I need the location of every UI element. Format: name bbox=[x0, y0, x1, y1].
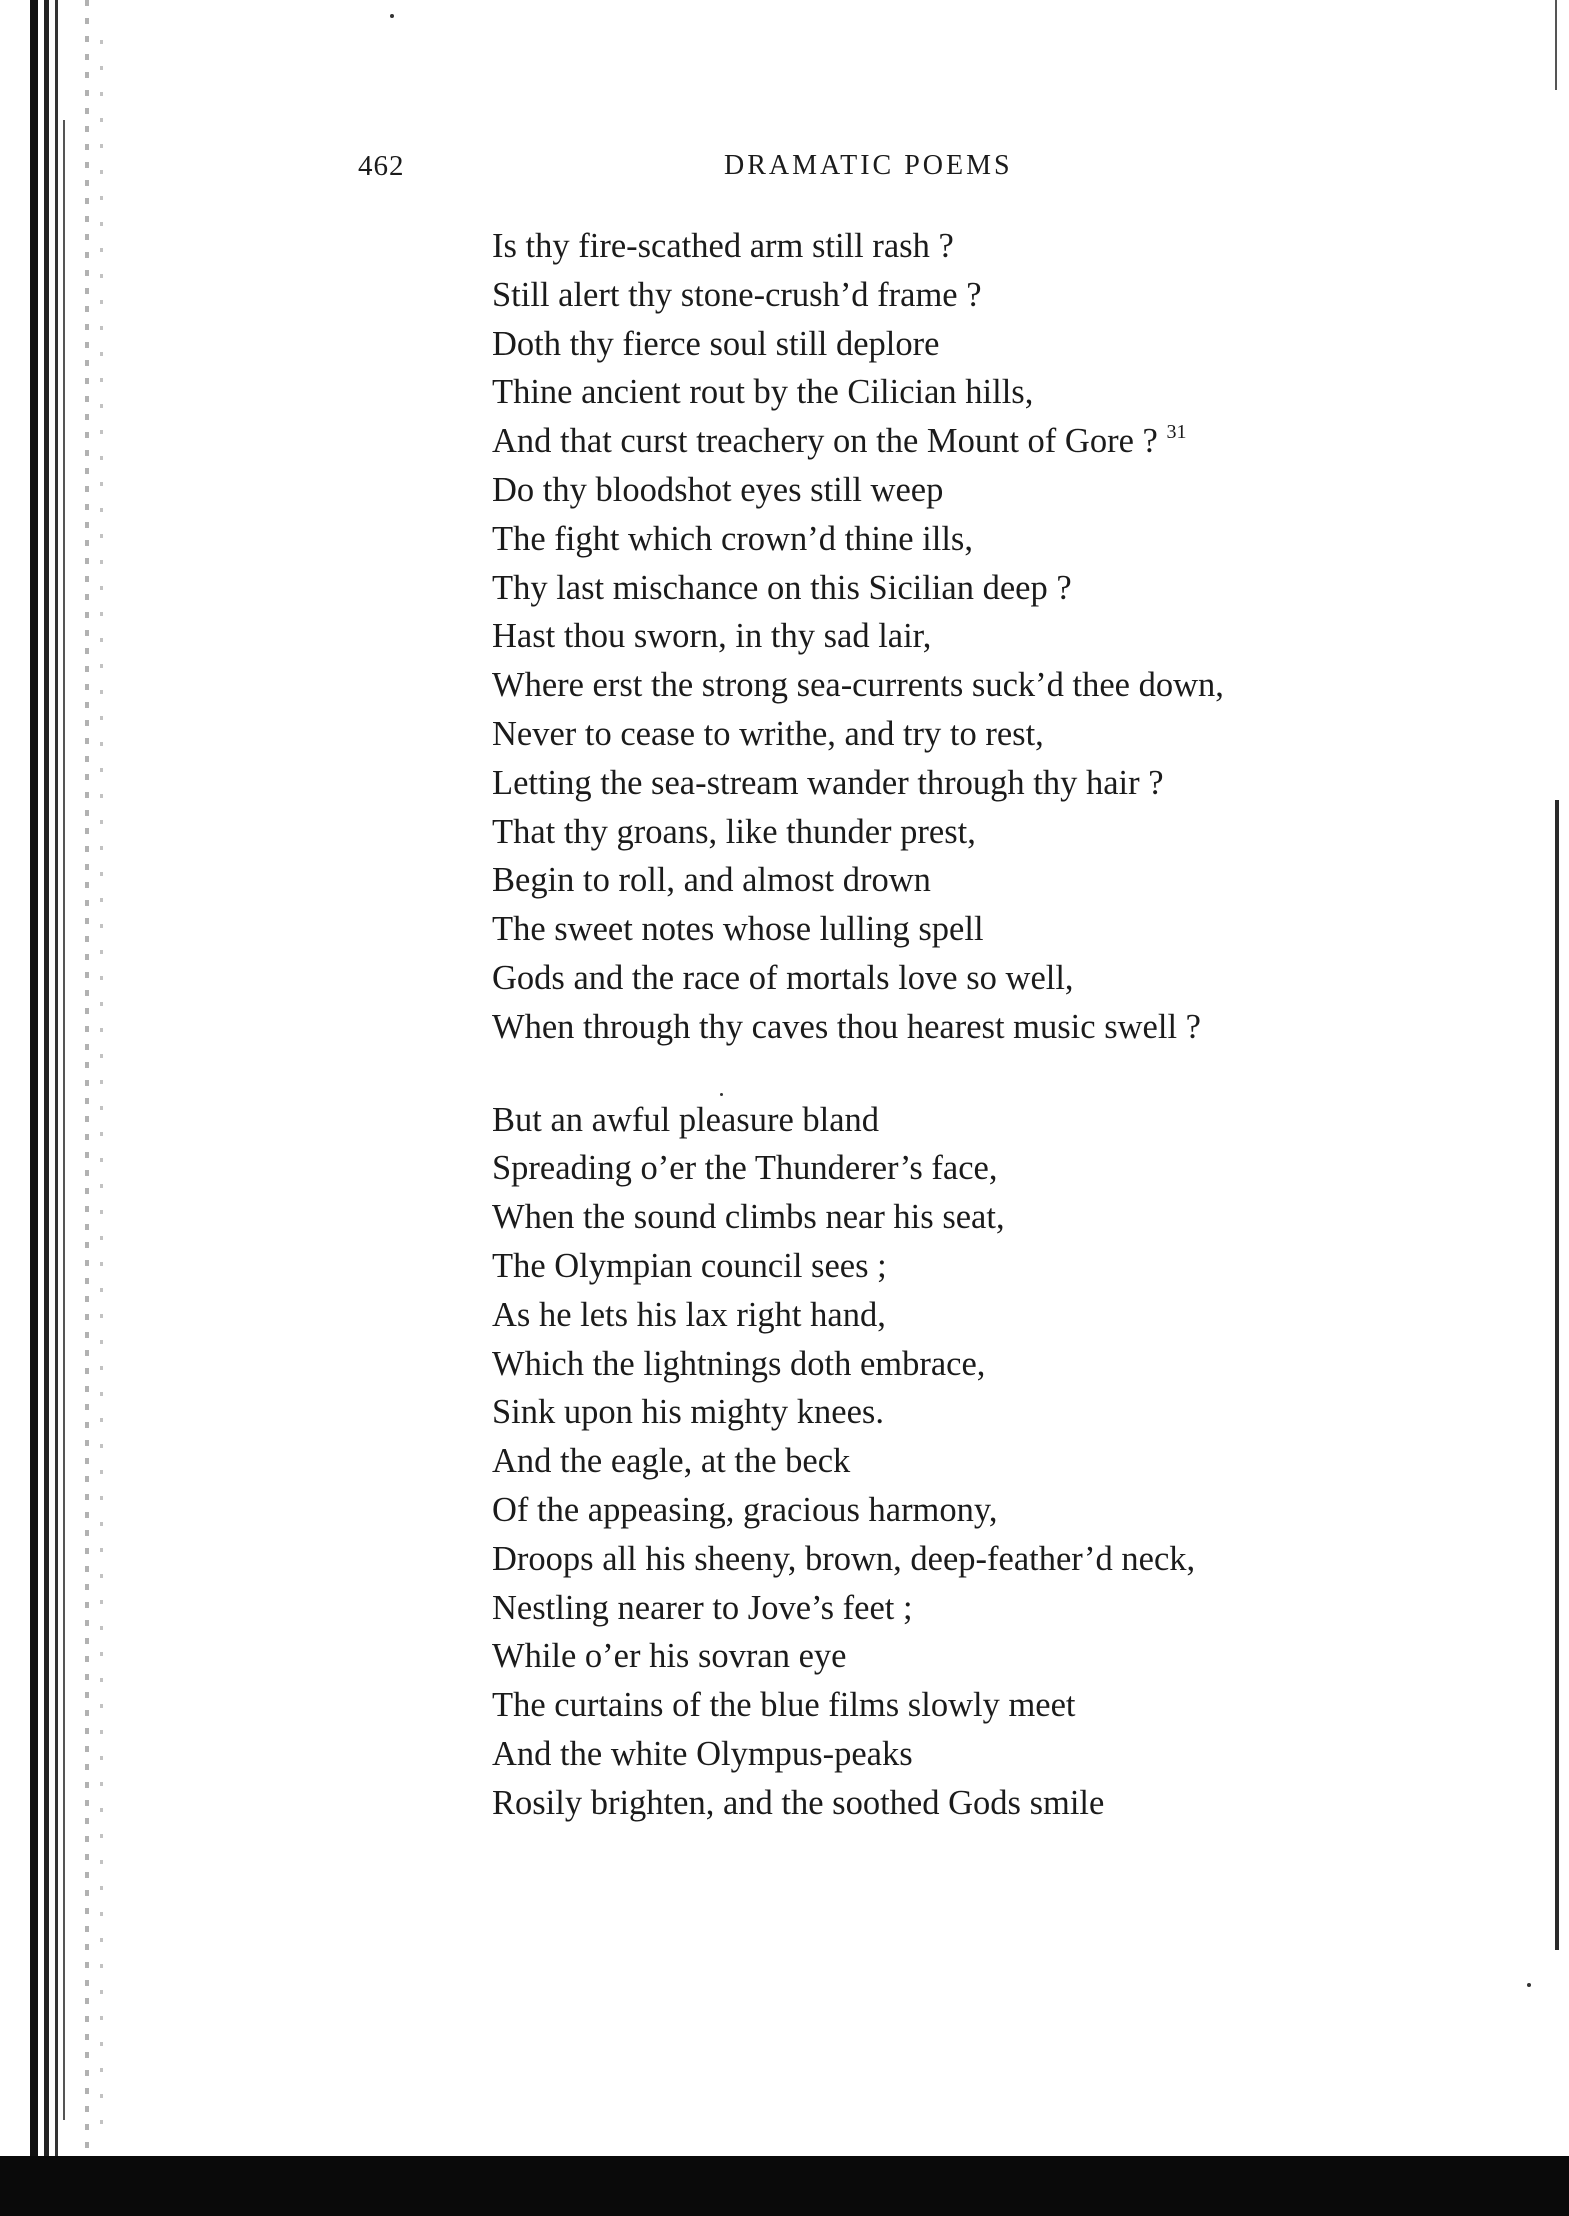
poem-line: As he lets his lax right hand, bbox=[492, 1295, 886, 1334]
poem-line: When the sound climbs near his seat, bbox=[492, 1198, 1005, 1237]
poem-line: Spreading o’er the Thunderer’s face, bbox=[492, 1149, 998, 1188]
poem-line: Thine ancient rout by the Cilician hills, bbox=[492, 373, 1034, 412]
running-head: DRAMATIC POEMS bbox=[724, 150, 1013, 181]
stanza bbox=[492, 1096, 1492, 1828]
poem-line: Which the lightnings doth embrace, bbox=[492, 1344, 986, 1383]
poem-line: Is thy fire-scathed arm still rash ? bbox=[492, 227, 954, 265]
scan-speck bbox=[390, 14, 394, 18]
scan-bottom-shadow bbox=[0, 2156, 1569, 2216]
poem-line: Begin to roll, and almost drown bbox=[492, 861, 931, 900]
poem-line: Sink upon his mighty knees. bbox=[492, 1393, 884, 1432]
poem-body bbox=[492, 222, 1492, 1872]
right-page-edge-top bbox=[1555, 0, 1557, 90]
footnote-marker: 31 bbox=[1166, 421, 1187, 444]
poem-line: Never to cease to writhe, and try to rest, bbox=[492, 714, 1044, 753]
poem-line: Where erst the strong sea-currents suck’d thee down, bbox=[492, 666, 1224, 705]
poem-line: Do thy bloodshot eyes still weep bbox=[492, 470, 944, 509]
book-gutter-shadow bbox=[0, 0, 100, 2216]
poem-line: Letting the sea-stream wander through thy hair ? bbox=[492, 763, 1164, 802]
poem-line: Thy last mischance on this Sicilian deep ? bbox=[492, 568, 1072, 607]
poem-line: That thy groans, like thunder prest, bbox=[492, 812, 976, 851]
poem-line: Rosily brighten, and the soothed Gods smile bbox=[492, 1783, 1105, 1822]
poem-line: But an awful pleasure bland bbox=[492, 1100, 880, 1139]
page-header bbox=[0, 150, 1569, 190]
right-page-edge bbox=[1555, 800, 1559, 1950]
poem-line: The fight which crown’d thine ills, bbox=[492, 519, 973, 558]
poem-line: The curtains of the blue films slowly meet bbox=[492, 1686, 1076, 1725]
poem-line-with-note bbox=[492, 417, 1492, 466]
poem-line: And the eagle, at the beck bbox=[492, 1442, 851, 1481]
poem-line: The Olympian council sees ; bbox=[492, 1246, 887, 1285]
stanza bbox=[492, 222, 1492, 1052]
poem-line: Still alert thy stone-crush’d frame ? bbox=[492, 275, 982, 314]
poem-line: And the white Olympus-peaks bbox=[492, 1734, 913, 1773]
poem-line: Droops all his sheeny, brown, deep-feather’d neck, bbox=[492, 1539, 1196, 1578]
scan-speck bbox=[1527, 1983, 1531, 1987]
poem-line: While o’er his sovran eye bbox=[492, 1637, 847, 1676]
poem-line: The sweet notes whose lulling spell bbox=[492, 910, 984, 949]
poem-line: Hast thou sworn, in thy sad lair, bbox=[492, 617, 932, 656]
poem-line: Gods and the race of mortals love so well, bbox=[492, 958, 1074, 997]
poem-line: Doth thy fierce soul still deplore bbox=[492, 324, 940, 363]
page-number: 462 bbox=[358, 150, 405, 182]
poem-line: And that curst treachery on the Mount of Gore ? bbox=[492, 422, 1158, 461]
poem-line: Of the appeasing, gracious harmony, bbox=[492, 1490, 998, 1529]
poem-line: Nestling nearer to Jove’s feet ; bbox=[492, 1588, 913, 1627]
poem-line: When through thy caves thou hearest music swell ? bbox=[492, 1007, 1201, 1046]
